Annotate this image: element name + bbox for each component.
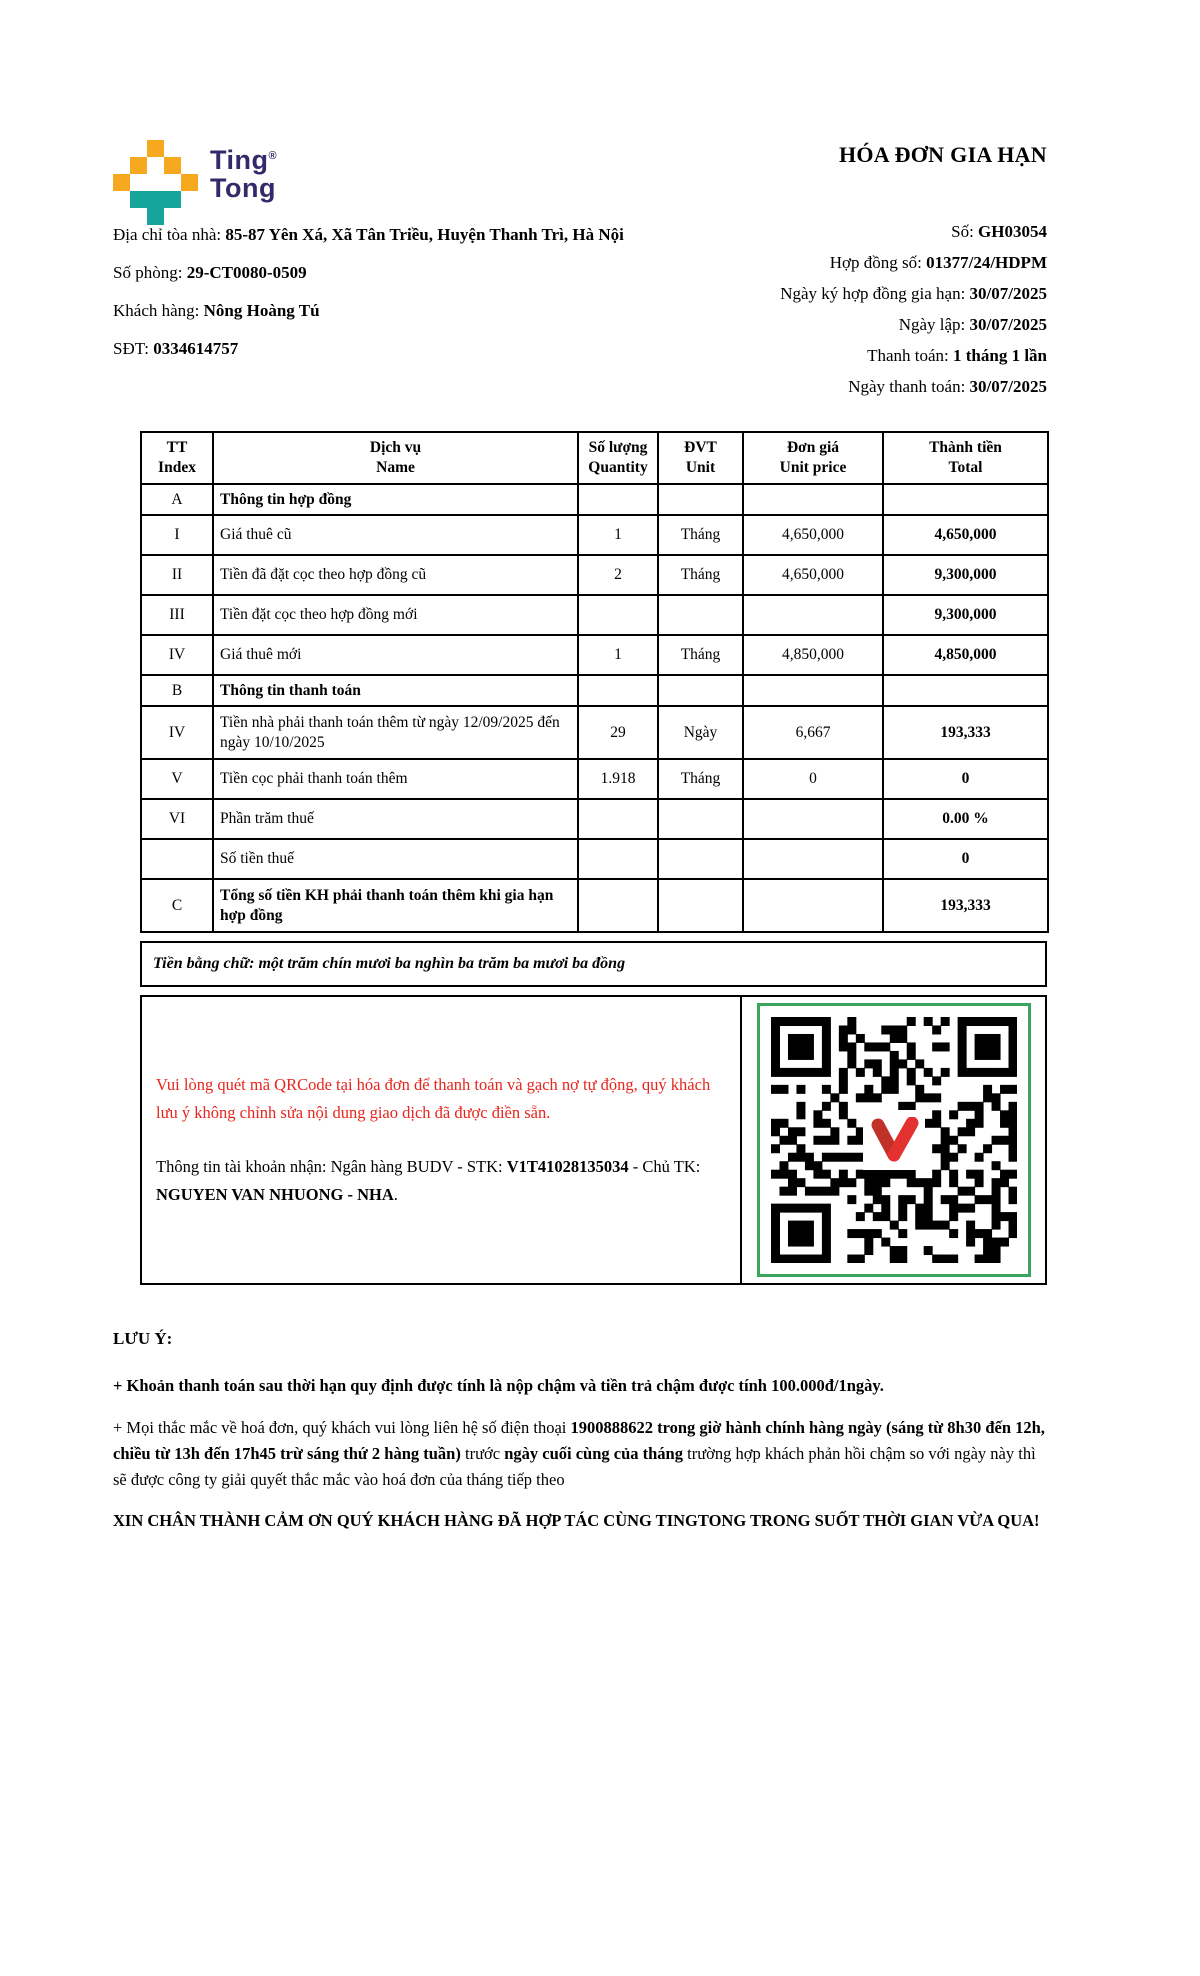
- contract-number-value: 01377/24/HDPM: [926, 253, 1047, 272]
- table-row: [141, 515, 1048, 555]
- unit-cell: Ngày: [658, 706, 743, 759]
- total-cell: 193,333: [883, 879, 1048, 932]
- renewal-sign-date-value: 30/07/2025: [969, 284, 1047, 303]
- contract-number-label: Hợp đồng số:: [829, 253, 927, 272]
- total-cell: 4,850,000: [883, 635, 1048, 675]
- quantity-cell: [578, 675, 658, 706]
- qr-code-cell: [742, 997, 1045, 1283]
- total-cell: 193,333: [883, 706, 1048, 759]
- row-index-cell: C: [141, 879, 213, 932]
- unit-cell: Tháng: [658, 635, 743, 675]
- tingtong-pixel-icon: [113, 140, 198, 225]
- unit-cell: Tháng: [658, 515, 743, 555]
- unit-price-cell: [743, 879, 883, 932]
- table-row: [141, 484, 1048, 515]
- invoice-page: [113, 0, 1047, 1534]
- thanks-note: XIN CHÂN THÀNH CẢM ƠN QUÝ KHÁCH HÀNG ĐÃ HỢP TÁC CÙNG TINGTONG TRONG SUỐT THỜI GIAN VỪA QUA!: [113, 1511, 1040, 1530]
- building-address-label: Địa chỉ tòa nhà:: [113, 225, 226, 244]
- contact-note-suffix: trường hợp khách phản hồi chậm so với ngày này thì sẽ được công ty giải quyết thắc mắc vào hoá đơn của tháng tiếp theo: [113, 1444, 1036, 1489]
- contact-note-mid: trước: [460, 1444, 505, 1463]
- contract-number-line: [677, 247, 1047, 278]
- unit-price-cell: [743, 595, 883, 635]
- total-cell: [883, 484, 1048, 515]
- table-row: [141, 706, 1048, 759]
- phone-line: [113, 330, 668, 368]
- unit-price-cell: 4,850,000: [743, 635, 883, 675]
- quantity-cell: [578, 799, 658, 839]
- col-index-header: TT Index: [141, 432, 213, 484]
- invoice-meta: [677, 216, 1047, 402]
- service-name-cell: Phần trăm thuế: [213, 799, 578, 839]
- qr-instruction-text: Vui lòng quét mã QRCode tại hóa đơn để thanh toán và gạch nợ tự động, quý khách lưu ý không chỉnh sửa nội dung giao dịch đã được điền sẵn.: [156, 1075, 711, 1122]
- service-name-cell: Tổng số tiền KH phải thanh toán thêm khi gia hạn hợp đồng: [213, 879, 578, 932]
- page-title: HÓA ĐƠN GIA HẠN: [838, 142, 1047, 167]
- issue-date-label: Ngày lập:: [898, 315, 970, 334]
- col-name-header: Dịch vụ Name: [213, 432, 578, 484]
- payment-cycle-value: 1 tháng 1 lần: [953, 346, 1047, 365]
- payment-cycle-label: Thanh toán:: [867, 346, 953, 365]
- col-unit-price-header: Đơn giá Unit price: [743, 432, 883, 484]
- account-suffix: .: [393, 1185, 398, 1204]
- table-row: [141, 799, 1048, 839]
- total-cell: [883, 675, 1048, 706]
- registered-mark: ®: [268, 150, 278, 162]
- notes-heading: LƯU Ý:: [113, 1329, 173, 1348]
- unit-cell: [658, 799, 743, 839]
- quantity-cell: 29: [578, 706, 658, 759]
- quantity-cell: [578, 595, 658, 635]
- late-payment-note: + Khoản thanh toán sau thời hạn quy định được tính là nộp chậm và tiền trả chậm được tính 100.000đ/1ngày.: [113, 1376, 884, 1395]
- building-address-value: 85-87 Yên Xá, Xã Tân Triều, Huyện Thanh Trì, Hà Nội: [225, 225, 624, 244]
- table-row: [141, 595, 1048, 635]
- row-index-cell: V: [141, 759, 213, 799]
- unit-price-cell: 4,650,000: [743, 515, 883, 555]
- amount-in-words: [140, 941, 1047, 987]
- contact-deadline: ngày cuối cùng của tháng: [504, 1444, 683, 1463]
- table-row: [141, 879, 1048, 932]
- account-number: V1T41028135034: [506, 1157, 629, 1176]
- table-row: [141, 675, 1048, 706]
- phone-value: 0334614757: [153, 339, 239, 358]
- logo-word-tong: Tong: [210, 173, 276, 203]
- account-mid: - Chủ TK:: [628, 1157, 701, 1176]
- row-index-cell: III: [141, 595, 213, 635]
- service-name-cell: Thông tin hợp đồng: [213, 484, 578, 515]
- account-holder: NGUYEN VAN NHUONG - NHA: [156, 1185, 394, 1204]
- invoice-number-line: [677, 216, 1047, 247]
- row-index-cell: II: [141, 555, 213, 595]
- quantity-cell: 2: [578, 555, 658, 595]
- account-info: [156, 1153, 718, 1209]
- row-index-cell: B: [141, 675, 213, 706]
- row-index-cell: I: [141, 515, 213, 555]
- payment-date-value: 30/07/2025: [969, 377, 1047, 396]
- room-number-line: [113, 254, 668, 292]
- table-row: [141, 759, 1048, 799]
- total-cell: 9,300,000: [883, 555, 1048, 595]
- unit-cell: Tháng: [658, 555, 743, 595]
- service-name-cell: Tiền đặt cọc theo hợp đồng mới: [213, 595, 578, 635]
- unit-price-cell: [743, 675, 883, 706]
- col-quantity-header: Số lượng Quantity: [578, 432, 658, 484]
- total-cell: 9,300,000: [883, 595, 1048, 635]
- contact-hotline: 1900888622 trong giờ hành chính hàng ngày (sáng từ 8h30 đến 12h, chiều từ 13h đến 17h45 trừ sáng thứ 2 hàng tuần): [113, 1418, 1045, 1463]
- payment-date-label: Ngày thanh toán:: [848, 377, 970, 396]
- unit-price-cell: 6,667: [743, 706, 883, 759]
- renewal-sign-date-line: [677, 278, 1047, 309]
- total-cell: 0: [883, 839, 1048, 879]
- quantity-cell: [578, 879, 658, 932]
- quantity-cell: 1.918: [578, 759, 658, 799]
- contact-note-prefix: + Mọi thắc mắc về hoá đơn, quý khách vui lòng liên hệ số điện thoại: [113, 1418, 571, 1437]
- contact-note: [113, 1415, 1047, 1493]
- unit-cell: [658, 595, 743, 635]
- unit-price-cell: [743, 484, 883, 515]
- row-index-cell: [141, 839, 213, 879]
- phone-label: SĐT:: [113, 339, 154, 358]
- unit-cell: [658, 484, 743, 515]
- row-index-cell: IV: [141, 635, 213, 675]
- unit-price-cell: 0: [743, 759, 883, 799]
- service-name-cell: Giá thuê cũ: [213, 515, 578, 555]
- services-table: [140, 431, 1049, 933]
- service-name-cell: Tiền cọc phải thanh toán thêm: [213, 759, 578, 799]
- quantity-cell: 1: [578, 515, 658, 555]
- unit-price-cell: [743, 839, 883, 879]
- building-address-line: [113, 216, 668, 254]
- tingtong-logo: [113, 128, 277, 225]
- bank-logo-icon: [863, 1110, 925, 1170]
- service-name-cell: Giá thuê mới: [213, 635, 578, 675]
- unit-cell: [658, 839, 743, 879]
- header: [113, 128, 1047, 216]
- table-row: [141, 635, 1048, 675]
- customer-info: [113, 216, 668, 402]
- quantity-cell: [578, 839, 658, 879]
- row-index-cell: IV: [141, 706, 213, 759]
- room-number-label: Số phòng:: [113, 263, 187, 282]
- table-header-row: [141, 432, 1048, 484]
- table-row: [141, 555, 1048, 595]
- col-total-header: Thành tiền Total: [883, 432, 1048, 484]
- row-index-cell: A: [141, 484, 213, 515]
- table-row: [141, 839, 1048, 879]
- total-cell: 4,650,000: [883, 515, 1048, 555]
- unit-cell: [658, 879, 743, 932]
- quantity-cell: [578, 484, 658, 515]
- unit-price-cell: 4,650,000: [743, 555, 883, 595]
- issue-date-line: [677, 309, 1047, 340]
- row-index-cell: VI: [141, 799, 213, 839]
- room-number-value: 29-CT0080-0509: [186, 263, 307, 282]
- unit-cell: Tháng: [658, 759, 743, 799]
- renewal-sign-date-label: Ngày ký hợp đồng gia hạn:: [780, 284, 970, 303]
- service-name-cell: Tiền đã đặt cọc theo hợp đồng cũ: [213, 555, 578, 595]
- notes-section: [113, 1329, 1047, 1534]
- payment-instructions: [142, 997, 742, 1283]
- total-cell: 0: [883, 759, 1048, 799]
- qr-payment-box: [140, 995, 1047, 1285]
- service-name-cell: Tiền nhà phải thanh toán thêm từ ngày 12/09/2025 đến ngày 10/10/2025: [213, 706, 578, 759]
- unit-cell: [658, 675, 743, 706]
- col-unit-header: ĐVT Unit: [658, 432, 743, 484]
- amount-in-words-text: Tiền bằng chữ: một trăm chín mươi ba nghìn ba trăm ba mươi ba đồng: [153, 955, 626, 972]
- invoice-number-value: GH03054: [978, 222, 1047, 241]
- account-prefix: Thông tin tài khoản nhận: Ngân hàng BUDV - STK:: [156, 1157, 507, 1176]
- quantity-cell: 1: [578, 635, 658, 675]
- qr-code-frame: [757, 1003, 1031, 1277]
- payment-date-line: [677, 371, 1047, 402]
- invoice-number-label: Số:: [951, 222, 979, 241]
- invoice-info: [113, 216, 1047, 402]
- service-name-cell: Số tiền thuế: [213, 839, 578, 879]
- customer-name-value: Nông Hoàng Tú: [203, 301, 320, 320]
- customer-name-line: [113, 292, 668, 330]
- service-name-cell: Thông tin thanh toán: [213, 675, 578, 706]
- unit-price-cell: [743, 799, 883, 839]
- tingtong-wordmark: [210, 128, 277, 225]
- payment-cycle-line: [677, 340, 1047, 371]
- issue-date-value: 30/07/2025: [969, 315, 1047, 334]
- total-cell: 0.00 %: [883, 799, 1048, 839]
- customer-name-label: Khách hàng:: [113, 301, 204, 320]
- logo-word-ting: Ting: [210, 145, 269, 175]
